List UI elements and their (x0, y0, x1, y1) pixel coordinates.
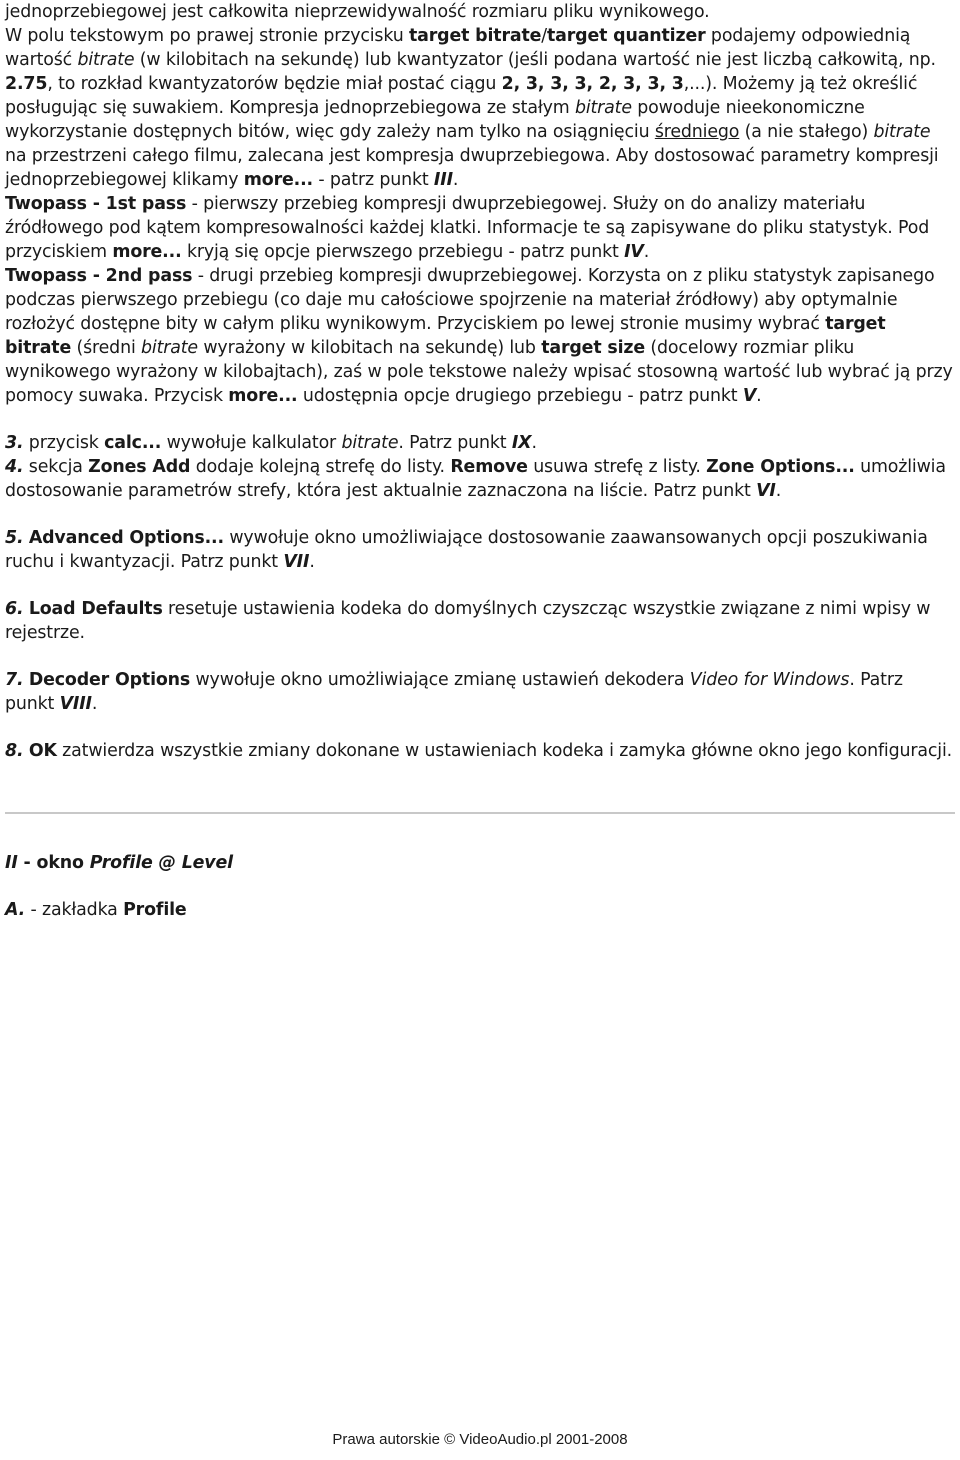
text: udostępnia opcje drugiego przebiegu - patrz punkt (297, 386, 743, 406)
text: (docelowy rozmiar pliku wynikowego wyrażony w kilobajtach), zaś w pole tekstowe należy wpisać stosowną wartość lub wybrać ją przy pomocy suwaka. Przycisk (5, 338, 953, 406)
term-more: more... (112, 242, 182, 262)
text: - drugi przebieg kompresji dwuprzebiegowej. Korzysta on z pliku statystyk zapisanego podczas pierwszego przebiegu (co daje mu całościowe spojrzenie na materiał źródłowy) aby optymalnie rozłożyć dostępne bity w całym pliku wynikowym. Przyciskiem po lewej stronie musimy wybrać (5, 266, 935, 334)
text: zatwierdza wszystkie zmiany dokonane w ustawieniach kodeka i zamyka główne okno jego konfiguracji. (56, 741, 953, 761)
text: / (541, 26, 547, 46)
section-number: II (5, 853, 18, 873)
text: - okno (17, 853, 90, 873)
copyright-footer: Prawa autorskie © VideoAudio.pl 2001-2008 (332, 1431, 628, 1448)
term-bitrate: bitrate (574, 98, 632, 118)
text: ,...). Możemy ją też określić posługując się suwakiem. Kompresja jednoprzebiegowa ze stałym (5, 74, 918, 118)
subsection-letter: A. (5, 900, 26, 920)
term-load-defaults: Load Defaults (28, 599, 163, 619)
item-number: 6. (5, 599, 24, 619)
subsection-heading (5, 898, 955, 922)
section-heading (5, 851, 955, 875)
text: powoduje nieekonomiczne wykorzystanie dostępnych bitów, więc gdy zależy nam tylko na osiągnięciu (5, 98, 865, 142)
emphasis-underlined: średniego (654, 122, 740, 142)
text: . (756, 386, 762, 406)
term-more: more... (228, 386, 298, 406)
section-title: Profile @ Level (89, 853, 233, 873)
text: . (452, 170, 459, 190)
text: dodaje kolejną strefę do listy. (190, 457, 451, 477)
item-number: 4. (5, 457, 24, 477)
text: - patrz punkt (313, 170, 434, 190)
section-ref: VI (756, 481, 776, 501)
text: . (643, 242, 650, 262)
text: na przestrzeni całego filmu, zalecana jest kompresja dwuprzebiegowa. Aby dostosować parametry kompresji jednoprzebiegowej klikamy (5, 146, 939, 190)
text: . (531, 433, 537, 453)
term-decoder-options: Decoder Options (28, 670, 191, 690)
text: . (309, 552, 315, 572)
section-ref: III (433, 170, 453, 190)
text: umożliwia dostosowanie parametrów strefy, która jest aktualnie zaznaczona na liście. Patrz punkt (5, 457, 946, 501)
term-bitrate: bitrate (873, 122, 931, 142)
term-twopass-1st: Twopass - 1st pass (5, 194, 187, 214)
section-ref: IV (624, 242, 644, 262)
text: . (91, 694, 98, 714)
text: . Patrz punkt (5, 670, 903, 714)
term-bitrate: bitrate (141, 338, 198, 358)
text: . Patrz punkt (398, 433, 512, 453)
document-body (5, 0, 955, 922)
list-item-6 (5, 597, 955, 645)
item-number: 5. (5, 528, 24, 548)
text: jednoprzebiegowej jest całkowita nieprzewidywalność rozmiaru pliku wynikowego. (5, 2, 710, 22)
section-divider (5, 812, 955, 814)
text: podajemy odpowiednią wartość (5, 26, 911, 70)
list-item-8 (5, 739, 955, 763)
text: - pierwszy przebieg kompresji dwuprzebiegowej. Służy on do analizy materiału źródłowego pod kątem kompresowalności każdej klatki. Informacje te są zapisywane do pliku statystyk. Pod przyciskiem (5, 194, 930, 262)
text: resetuje ustawienia kodeka do domyślnych czyszcząc wszystkie związane z nimi wpisy w rejestrze. (5, 599, 931, 643)
text: , to rozkład kwantyzatorów będzie miał postać ciągu (47, 74, 502, 94)
term-ok: OK (28, 741, 57, 761)
paragraph-single-pass (5, 0, 955, 192)
text: przycisk (23, 433, 105, 453)
term-target-quantizer: target quantizer (546, 26, 706, 46)
term-bitrate: bitrate (341, 433, 399, 453)
term-twopass-2nd: Twopass - 2nd pass (5, 266, 193, 286)
text: sekcja (23, 457, 89, 477)
paragraph-second-pass (5, 264, 955, 408)
text: . (775, 481, 782, 501)
section-ref: VII (283, 552, 310, 572)
item-number: 8. (5, 741, 24, 761)
text: wywołuje okno umożliwiające dostosowanie zaawansowanych opcji poszukiwania ruchu i kwantyzacji. Patrz punkt (5, 528, 928, 572)
term-zone-options: Zone Options... (706, 457, 855, 477)
term-target-size: target size (541, 338, 646, 358)
text: usuwa strefę z listy. (527, 457, 707, 477)
text: (średni (71, 338, 142, 358)
term-target-bitrate: target bitrate (408, 26, 542, 46)
text: - zakładka (25, 900, 124, 920)
item-number: 3. (5, 433, 24, 453)
term-remove: Remove (450, 457, 528, 477)
text: wywołuje okno umożliwiające zmianę ustawień dekodera (190, 670, 690, 690)
section-ref: V (742, 386, 757, 406)
term-bitrate: bitrate (77, 50, 135, 70)
list-item-5 (5, 526, 955, 574)
item-number: 7. (5, 670, 24, 690)
value-sequence: 2, 3, 3, 3, 2, 3, 3, 3 (501, 74, 684, 94)
tab-name: Profile (123, 900, 187, 920)
text: kryją się opcje pierwszego przebiegu - patrz punkt (181, 242, 625, 262)
paragraph-first-pass (5, 192, 955, 264)
list-item-4 (5, 455, 955, 503)
text: wywołuje kalkulator (161, 433, 342, 453)
text: W polu tekstowym po prawej stronie przycisku (5, 26, 409, 46)
text: (a nie stałego) (739, 122, 874, 142)
term-calc: calc... (104, 433, 162, 453)
text: (w kilobitach na sekundę) lub kwantyzator (jeśli podana wartość nie jest liczbą całkowitą, np. (134, 50, 936, 70)
list-item-7 (5, 668, 955, 716)
term-more: more... (243, 170, 314, 190)
term-video-for-windows: Video for Windows (689, 670, 850, 690)
term-zones-add: Zones Add (88, 457, 191, 477)
section-ref: VIII (59, 694, 92, 714)
term-advanced-options: Advanced Options... (28, 528, 224, 548)
text: wyrażony w kilobitach na sekundę) lub (197, 338, 542, 358)
section-ref: IX (511, 433, 532, 453)
list-item-3 (5, 431, 955, 455)
term-target-bitrate: target bitrate (5, 314, 886, 358)
value-example: 2.75 (5, 74, 48, 94)
